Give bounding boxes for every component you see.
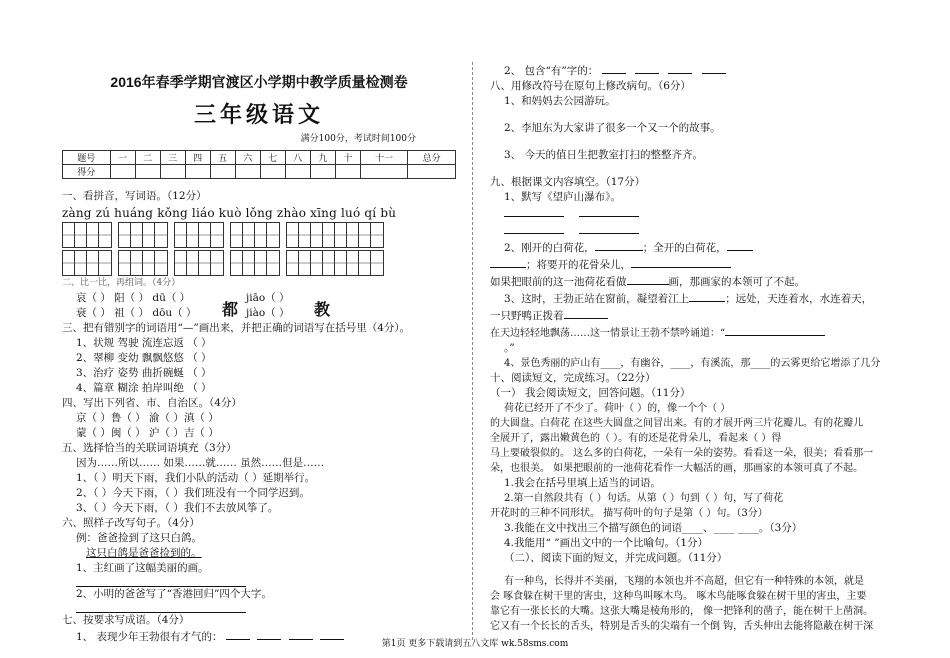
section-7-title: 七、按要求写成语。（4分） xyxy=(62,614,190,626)
writing-cell xyxy=(359,223,371,247)
writing-grid-row-2 xyxy=(62,250,456,276)
writing-cell xyxy=(323,251,335,275)
s7-q2 xyxy=(490,62,895,79)
writing-cell xyxy=(199,223,211,247)
writing-cell xyxy=(119,251,131,275)
score-cell[interactable] xyxy=(235,165,260,179)
compare-row-2: 衰（ ） 祖（ ） dōu（ ） xyxy=(76,307,197,319)
s3-row: 2、翠柳 变幼 飘飘悠悠 （ ） xyxy=(76,352,212,364)
s9-q2e: 画，那画家的本领可了不起。 xyxy=(668,276,805,288)
section-10-title: 十、阅读短文，完成练习。（22分） xyxy=(490,372,656,384)
s10-para2-line: 会 啄食躲在树干里的害虫，这种鸟叫啄木鸟。 啄木鸟能啄食躲在树干里的害虫，主要 xyxy=(490,591,867,602)
score-header-cell: 六 xyxy=(235,151,260,165)
score-cell[interactable] xyxy=(185,165,210,179)
s10-para-line: 马上要破裂似的。 这么多的白荷花，一朵有一朵的姿势。看看这一朵，很美；看看那一 xyxy=(490,448,874,459)
s8-row: 2、李旭东为大家讲了很多一个又一个的故事。 xyxy=(504,122,721,134)
s9-q3-cont2 xyxy=(490,324,895,341)
answer-line xyxy=(76,576,246,587)
s10-q2b: 开花时的三种不同形状。 描写荷叶的句子是第（ ）句。（3分） xyxy=(490,508,768,519)
writing-cell xyxy=(211,251,223,275)
writing-cell xyxy=(99,251,111,275)
writing-cell xyxy=(347,223,359,247)
compare-row-1: 哀（ ） 阳（ ） dū（ ） xyxy=(76,292,191,304)
writing-box-group[interactable] xyxy=(62,222,112,248)
writing-cell xyxy=(323,223,335,247)
column-divider xyxy=(472,62,473,640)
s5-row: 1、（ ）明天下雨，我们小队的活动（ ）延期举行。 xyxy=(76,472,316,484)
section-6-title: 六、照样子改写句子。（4分） xyxy=(62,517,200,529)
s9-q3d: 在天边轻轻地飘荡……这一情景让王勃不禁吟诵道：“ xyxy=(490,328,726,339)
s3-row: 4、篇章 糊涂 拍岸叫绝 （ ） xyxy=(76,382,212,394)
s9-q2d: 如果把眼前的这一池荷花看做 xyxy=(490,276,627,288)
writing-cell xyxy=(255,223,267,247)
writing-cell xyxy=(187,251,199,275)
poem-blank-row xyxy=(490,222,895,239)
score-header-cell: 九 xyxy=(310,151,335,165)
writing-cell xyxy=(311,251,323,275)
writing-cell xyxy=(231,251,243,275)
score-cell[interactable] xyxy=(110,165,135,179)
score-row-label: 得分 xyxy=(63,165,111,179)
score-cell[interactable] xyxy=(408,165,456,179)
s9-q1: 1、默写《望庐山瀑布》。 xyxy=(504,191,621,203)
score-cell[interactable] xyxy=(335,165,360,179)
s9-q2a: 2、刚开的白荷花， xyxy=(504,242,595,254)
writing-cell xyxy=(287,251,299,275)
s9-q4: 4、景色秀丽的庐山有____，有幽谷，____，有溪流，那____的云雾更给它增添了几分 xyxy=(504,358,881,369)
s5-options: 因为……所以…… 如果……就…… 虽然……但是…… xyxy=(76,457,325,469)
writing-box-group[interactable] xyxy=(174,250,224,276)
blank[interactable] xyxy=(564,307,608,319)
s10-q3: 3.我能在文中找出三个描写颜色的词语____、____ ____。（3分） xyxy=(504,522,803,534)
page-footer: 第1页 更多下载请到五八文库 wk.58sms.com xyxy=(381,639,569,649)
polyphone-char-jiao: 教 xyxy=(314,300,331,319)
blank[interactable] xyxy=(702,62,726,74)
writing-cell xyxy=(243,223,255,247)
s10-para2-line: 有一种鸟，长得并不美丽，飞翔的本领也并不高超，但它有一种特殊的本领，就是 xyxy=(504,576,864,587)
writing-cell xyxy=(143,251,155,275)
writing-cell xyxy=(347,251,359,275)
writing-cell xyxy=(155,223,167,247)
writing-cell xyxy=(131,223,143,247)
s9-q3-cont xyxy=(490,307,895,324)
blank[interactable] xyxy=(579,222,639,234)
score-cell[interactable] xyxy=(285,165,310,179)
section-2-title: 二、比一比，再组词。（4分） xyxy=(62,278,181,288)
blank[interactable] xyxy=(635,62,659,74)
section-1-title: 一、看拼音，写词语。（12分） xyxy=(62,190,207,202)
score-header-cell: 十一 xyxy=(360,151,408,165)
left-column xyxy=(62,70,456,645)
blank[interactable] xyxy=(490,256,526,268)
writing-cell xyxy=(175,223,187,247)
writing-cell xyxy=(371,223,383,247)
score-header-cell: 十 xyxy=(335,151,360,165)
writing-cell xyxy=(335,251,347,275)
s10-q2a: 2.第一自然段共有（ ）句话。从第（ ）句到（ ）句，写了荷花 xyxy=(504,493,784,504)
score-cell[interactable] xyxy=(210,165,235,179)
writing-box-group[interactable] xyxy=(286,222,384,248)
score-row xyxy=(63,165,456,179)
writing-cell xyxy=(63,251,75,275)
writing-cell xyxy=(87,251,99,275)
score-header-cell: 七 xyxy=(260,151,285,165)
score-header-cell: 一 xyxy=(110,151,135,165)
blank[interactable] xyxy=(627,273,669,285)
writing-cell xyxy=(63,223,75,247)
section-2-body xyxy=(62,291,456,321)
s10-para2-line: 靠它有一张长长的大嘴。这张大嘴是棱角形的， 像一把锋利的凿子，能在树干上凿洞。 xyxy=(490,606,874,617)
writing-box-group[interactable] xyxy=(174,222,224,248)
score-header-cell: 五 xyxy=(210,151,235,165)
score-cell[interactable] xyxy=(310,165,335,179)
s6-example: 这只白鸽是爸爸捡到的。 xyxy=(86,547,202,559)
writing-cell xyxy=(359,251,371,275)
s10-para-line: 全展开了，露出嫩黄色的（ ）。有的还是花骨朵儿，看起来（ ）得 xyxy=(490,433,782,444)
jiao-pinyin-1: jiāo（ ） xyxy=(246,292,290,304)
s5-row: 2、（ ）今天下雨，（ ）我们班没有一个同学迟到。 xyxy=(76,487,310,499)
s6-q2: 2、小明的爸爸写了“香港回归”四个大字。 xyxy=(76,588,272,600)
s9-q3 xyxy=(490,290,895,307)
score-table xyxy=(62,150,456,179)
writing-cell xyxy=(243,251,255,275)
s10-sub2: （二）、阅读下面的短文，并完成问题。（11分） xyxy=(504,552,728,564)
s9-q3a: 3、这时，王勃正站在窗前，凝望着江上 xyxy=(504,293,690,305)
writing-cell xyxy=(143,223,155,247)
exam-title: 2016年春季学期官渡区小学期中教学质量检测卷 xyxy=(110,74,408,90)
s8-row: 3、 今天的值日生把教室打扫的整整齐齐。 xyxy=(504,149,704,161)
s5-row: 3、（ ）今天下雨，（ ）我们不去放风筝了。 xyxy=(76,502,279,514)
s9-q2 xyxy=(490,239,895,256)
writing-cell xyxy=(231,223,243,247)
s10-q4: 4.我能用“ ”画出文中的一个比喻句。（1分） xyxy=(504,537,709,549)
writing-cell xyxy=(311,223,323,247)
s7-q2-text: 2、 包含“有”字的： xyxy=(504,65,599,77)
s9-q3c: 一只野鸭正拨着 xyxy=(490,310,564,322)
blank[interactable] xyxy=(727,239,753,251)
writing-box-group[interactable] xyxy=(230,250,280,276)
blank[interactable] xyxy=(504,222,564,234)
poem-blank-row xyxy=(490,205,895,222)
writing-cell xyxy=(155,251,167,275)
writing-cell xyxy=(75,223,87,247)
s6-q1: 1、主红画了这幅美丽的画。 xyxy=(76,562,209,574)
blank[interactable] xyxy=(725,324,825,336)
s10-para-line: 朵，也很美。 如果把眼前的一池荷花看作一大幅活的画，那画家的本领可真了不起。 xyxy=(490,463,864,474)
section-3-title: 三、把有错别字的词语用“—”画出来，并把正确的词语写在括号里（4分）。 xyxy=(62,322,411,334)
writing-box-group[interactable] xyxy=(118,222,168,248)
writing-cell xyxy=(199,251,211,275)
answer-line xyxy=(76,602,246,613)
blank[interactable] xyxy=(689,290,725,302)
s9-q2-cont2 xyxy=(490,273,895,290)
writing-cell xyxy=(75,251,87,275)
jiao-pinyin-2: jiào（ ） xyxy=(246,307,290,319)
s3-row: 3、治疗 姿势 曲折碗蜒 （ ） xyxy=(76,367,212,379)
writing-cell xyxy=(267,251,279,275)
blank[interactable] xyxy=(631,256,731,268)
score-header-row xyxy=(63,151,456,165)
s4-row: 京（ ）鲁（ ） 渝（ ）滇（ ） xyxy=(76,412,219,424)
writing-cell xyxy=(255,251,267,275)
writing-box-group[interactable] xyxy=(62,250,112,276)
s10-para-line: 的大圆盘。白荷花 在这些大圆盘之间冒出来。有的才展开两三片花瓣儿。有的花瓣儿 xyxy=(490,418,864,429)
s3-row: 1、状规 驾驶 流连忘返 （ ） xyxy=(76,337,212,349)
writing-cell xyxy=(187,223,199,247)
blank[interactable] xyxy=(668,62,692,74)
writing-box-group[interactable] xyxy=(230,222,280,248)
writing-cell xyxy=(131,251,143,275)
exam-subtitle: 三年级语文 xyxy=(193,102,324,128)
score-header-cell: 四 xyxy=(185,151,210,165)
blank[interactable] xyxy=(602,62,626,74)
score-cell[interactable] xyxy=(360,165,408,179)
s6-example-label: 例：爸爸捡到了这只白鸽。 xyxy=(76,532,202,544)
s9-q2-cont xyxy=(490,256,895,273)
blank[interactable] xyxy=(595,239,643,251)
score-header-cell: 二 xyxy=(135,151,160,165)
pinyin-row: zàng zú huáng kǒng liáo kuò lǒng zhào xīng luó qí bù xyxy=(62,206,397,220)
writing-box-group[interactable] xyxy=(118,250,168,276)
section-9-title: 九、根据课文内容填空。（17分） xyxy=(490,176,646,188)
writing-cell xyxy=(119,223,131,247)
s10-para-line: 荷花已经开了不少了。荷叶（ ）的，像一个个（ ） xyxy=(504,403,731,414)
s7-q1-text: 1、 表现少年王勃很有才气的： xyxy=(76,631,223,643)
writing-cell xyxy=(299,251,311,275)
s9-q2b: ；全开的白荷花， xyxy=(642,242,727,254)
blank[interactable] xyxy=(504,205,564,217)
writing-cell xyxy=(175,251,187,275)
writing-box-group[interactable] xyxy=(286,250,384,276)
writing-grid-row-1 xyxy=(62,222,456,248)
writing-cell xyxy=(287,223,299,247)
writing-cell xyxy=(371,251,383,275)
section-5-title: 五、选择恰当的关联词语填充（3分） xyxy=(62,442,237,454)
blank[interactable] xyxy=(579,205,639,217)
section-4-title: 四、写出下列省、市、自治区。（4分） xyxy=(62,397,242,409)
score-cell[interactable] xyxy=(260,165,285,179)
writing-cell xyxy=(87,223,99,247)
score-header-cell: 总分 xyxy=(408,151,456,165)
score-header-cell: 三 xyxy=(160,151,185,165)
s8-row: 1、和妈妈去公园游玩。 xyxy=(504,95,616,107)
score-cell[interactable] xyxy=(135,165,160,179)
s4-row: 蒙（ ）闽（ ） 沪（ ）吉（ ） xyxy=(76,427,219,439)
score-header-cell: 题号 xyxy=(63,151,111,165)
polyphone-char-du: 都 xyxy=(222,300,239,319)
score-cell[interactable] xyxy=(160,165,185,179)
s9-q3b: ；远处，天连着水，水连着天， xyxy=(725,293,873,305)
s10-q1: 1.我会在括号里填上适当的词语。 xyxy=(504,477,662,489)
writing-cell xyxy=(211,223,223,247)
s9-q3-close: 。” xyxy=(504,342,515,354)
section-8-title: 八、用修改符号在原句上修改病句。（6分） xyxy=(490,80,691,92)
s10-sub1: （一） 我会阅读短文，回答问题。（11分） xyxy=(490,387,691,399)
writing-cell xyxy=(335,223,347,247)
score-header-cell: 八 xyxy=(285,151,310,165)
exam-meta: 满分100分，考试时间100分 xyxy=(300,134,416,144)
writing-cell xyxy=(299,223,311,247)
s9-q2c: ；将要开的花骨朵儿， xyxy=(526,259,631,271)
jiao-pinyin xyxy=(246,291,290,321)
writing-cell xyxy=(267,223,279,247)
right-column xyxy=(490,62,895,634)
writing-cell xyxy=(99,223,111,247)
s10-para2-line: 它又有一个长长的舌头，特别是舌头的尖端有一个倒 钩，舌头伸出去能将隐蔽在树干深 xyxy=(490,621,874,632)
